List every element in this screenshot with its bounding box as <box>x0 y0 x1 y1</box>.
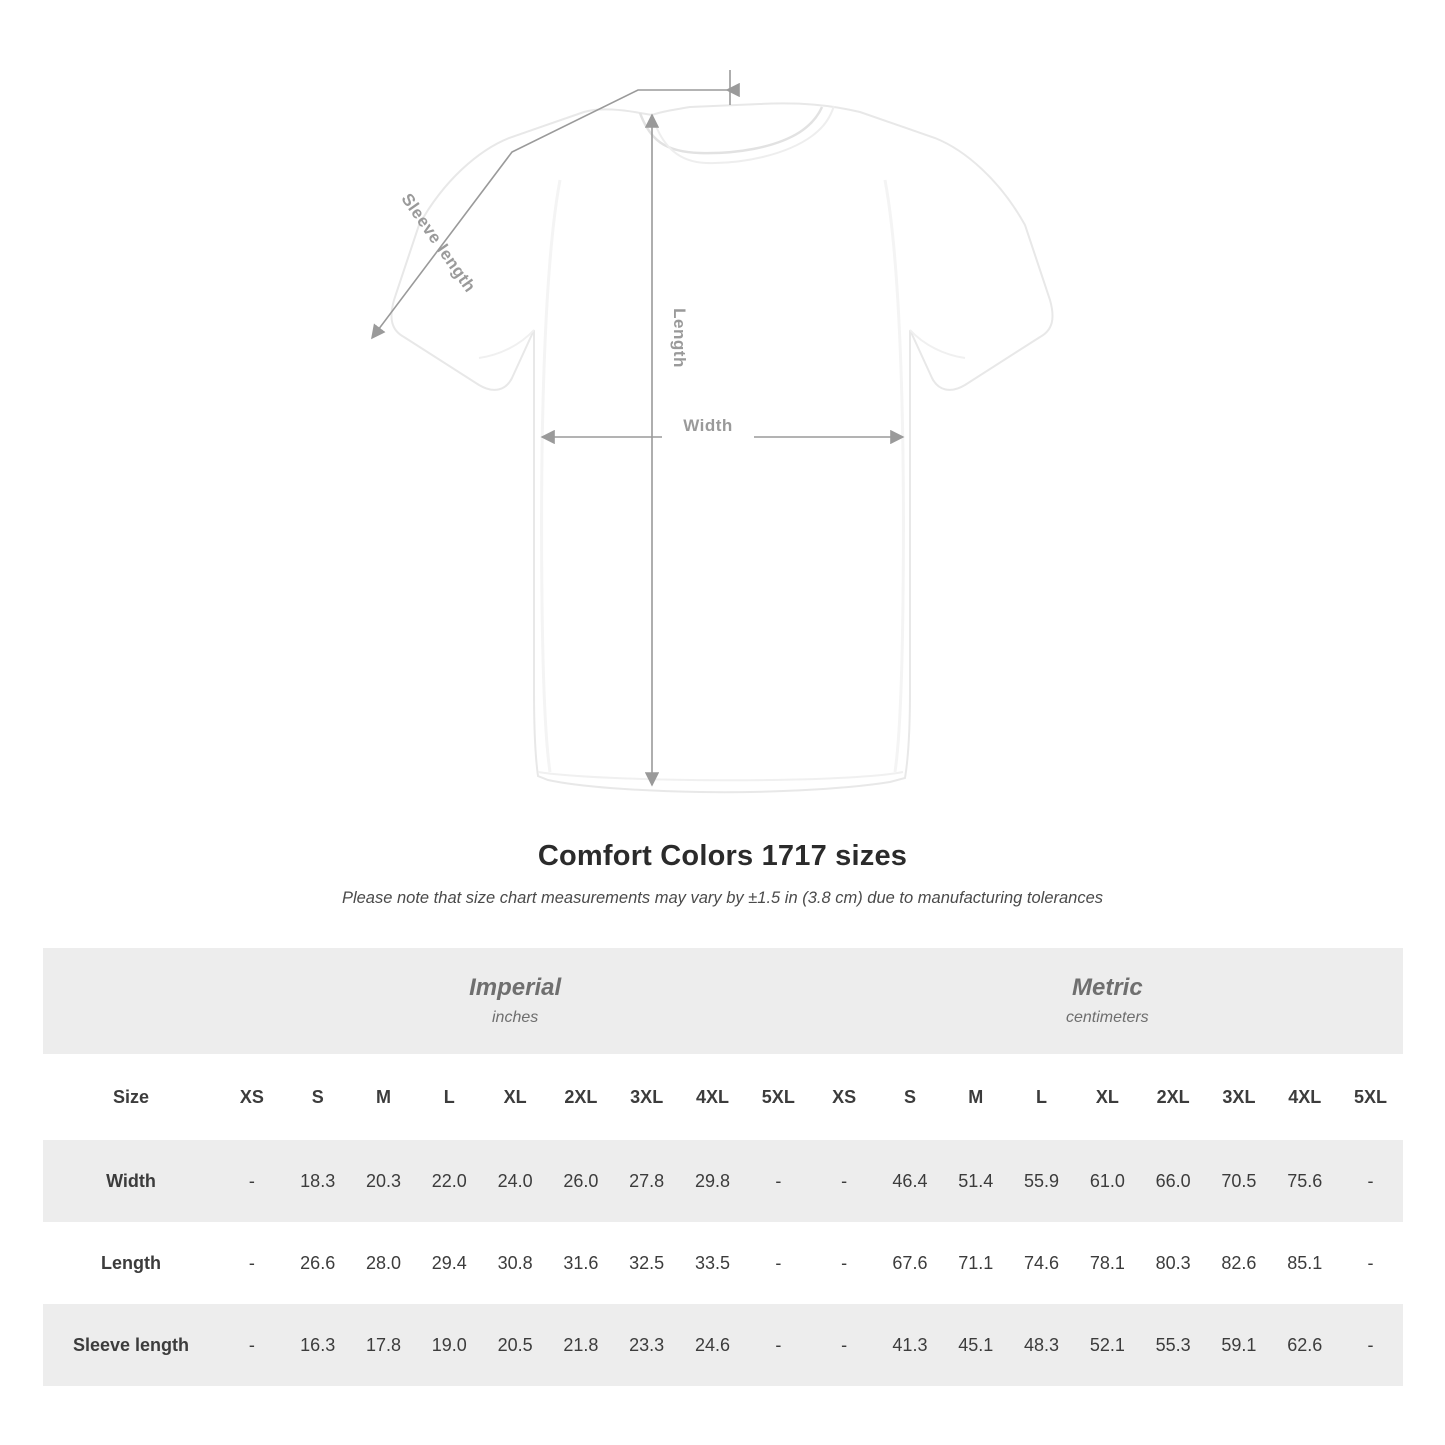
size-table-container <box>43 948 1403 1386</box>
cell-width-imperial-xl: 24.0 <box>482 1140 548 1222</box>
cell-length-metric-s: 67.6 <box>877 1222 943 1304</box>
unit-header-metric <box>811 948 1403 1054</box>
cell-width-metric-m: 51.4 <box>943 1140 1009 1222</box>
cell-width-imperial-s: 18.3 <box>285 1140 351 1222</box>
cell-width-imperial-m: 20.3 <box>351 1140 417 1222</box>
cell-sleeve-metric-4xl: 62.6 <box>1272 1304 1338 1386</box>
cell-sleeve-imperial-5xl: - <box>745 1304 811 1386</box>
table-row <box>43 1222 1403 1304</box>
size-header-metric-2xl: 2XL <box>1140 1054 1206 1140</box>
unit-header-spacer <box>43 948 219 1054</box>
cell-sleeve-metric-l: 48.3 <box>1009 1304 1075 1386</box>
size-header-label: Size <box>43 1054 219 1140</box>
size-header-metric-xs: XS <box>811 1054 877 1140</box>
cell-sleeve-imperial-s: 16.3 <box>285 1304 351 1386</box>
cell-sleeve-imperial-xl: 20.5 <box>482 1304 548 1386</box>
size-header-imperial-xl: XL <box>482 1054 548 1140</box>
unit-sub-metric: centimeters <box>1065 1009 1149 1027</box>
page-title: Comfort Colors 1717 sizes <box>537 840 908 872</box>
row-label-width: Width <box>43 1140 219 1222</box>
cell-sleeve-metric-3xl: 59.1 <box>1206 1304 1272 1386</box>
cell-sleeve-metric-5xl: - <box>1338 1304 1404 1386</box>
cell-sleeve-imperial-4xl: 24.6 <box>680 1304 746 1386</box>
cell-length-metric-l: 74.6 <box>1009 1222 1075 1304</box>
size-header-imperial-3xl: 3XL <box>614 1054 680 1140</box>
cell-length-metric-m: 71.1 <box>943 1222 1009 1304</box>
sleeve-length-label: Sleeve length <box>397 189 480 296</box>
size-header-imperial-s: S <box>285 1054 351 1140</box>
cell-width-metric-4xl: 75.6 <box>1272 1140 1338 1222</box>
cell-length-metric-4xl: 85.1 <box>1272 1222 1338 1304</box>
width-label: Width <box>683 416 733 435</box>
cell-width-metric-xs: - <box>811 1140 877 1222</box>
unit-header-row <box>43 948 1403 1054</box>
size-header-metric-s: S <box>877 1054 943 1140</box>
cell-width-metric-5xl: - <box>1338 1140 1404 1222</box>
cell-width-imperial-xs: - <box>219 1140 285 1222</box>
tolerance-note: Please note that size chart measurements may vary by ±1.5 in (3.8 cm) due to manufacturing tolerances <box>341 889 1104 907</box>
cell-width-imperial-3xl: 27.8 <box>614 1140 680 1222</box>
size-header-metric-m: M <box>943 1054 1009 1140</box>
title-block <box>0 840 1445 908</box>
length-label: Length <box>670 308 689 368</box>
cell-sleeve-metric-2xl: 55.3 <box>1140 1304 1206 1386</box>
cell-width-imperial-2xl: 26.0 <box>548 1140 614 1222</box>
cell-length-imperial-xl: 30.8 <box>482 1222 548 1304</box>
cell-length-imperial-m: 28.0 <box>351 1222 417 1304</box>
cell-sleeve-metric-m: 45.1 <box>943 1304 1009 1386</box>
size-header-metric-3xl: 3XL <box>1206 1054 1272 1140</box>
cell-width-metric-3xl: 70.5 <box>1206 1140 1272 1222</box>
size-header-row <box>43 1054 1403 1140</box>
unit-name-metric: Metric <box>1072 973 1143 1001</box>
cell-width-metric-l: 55.9 <box>1009 1140 1075 1222</box>
cell-length-imperial-s: 26.6 <box>285 1222 351 1304</box>
size-header-metric-4xl: 4XL <box>1272 1054 1338 1140</box>
cell-width-metric-xl: 61.0 <box>1074 1140 1140 1222</box>
size-table <box>43 948 1403 1386</box>
cell-width-metric-s: 46.4 <box>877 1140 943 1222</box>
row-label-length: Length <box>43 1222 219 1304</box>
cell-sleeve-metric-xs: - <box>811 1304 877 1386</box>
size-header-imperial-xs: XS <box>219 1054 285 1140</box>
size-header-imperial-5xl: 5XL <box>745 1054 811 1140</box>
cell-width-imperial-l: 22.0 <box>416 1140 482 1222</box>
unit-header-imperial <box>219 948 811 1054</box>
size-header-imperial-l: L <box>416 1054 482 1140</box>
cell-sleeve-metric-xl: 52.1 <box>1074 1304 1140 1386</box>
size-header-metric-xl: XL <box>1074 1054 1140 1140</box>
cell-sleeve-imperial-xs: - <box>219 1304 285 1386</box>
size-header-imperial-4xl: 4XL <box>680 1054 746 1140</box>
size-header-imperial-m: M <box>351 1054 417 1140</box>
row-label-sleeve-length: Sleeve length <box>43 1304 219 1386</box>
cell-sleeve-imperial-2xl: 21.8 <box>548 1304 614 1386</box>
size-header-imperial-2xl: 2XL <box>548 1054 614 1140</box>
cell-sleeve-metric-s: 41.3 <box>877 1304 943 1386</box>
table-row <box>43 1304 1403 1386</box>
unit-sub-imperial: inches <box>492 1009 539 1027</box>
cell-length-metric-5xl: - <box>1338 1222 1404 1304</box>
cell-sleeve-imperial-3xl: 23.3 <box>614 1304 680 1386</box>
cell-length-imperial-xs: - <box>219 1222 285 1304</box>
cell-width-imperial-4xl: 29.8 <box>680 1140 746 1222</box>
size-header-metric-l: L <box>1009 1054 1075 1140</box>
unit-name-imperial: Imperial <box>469 973 562 1001</box>
cell-sleeve-imperial-m: 17.8 <box>351 1304 417 1386</box>
cell-length-imperial-3xl: 32.5 <box>614 1222 680 1304</box>
table-row <box>43 1140 1403 1222</box>
tshirt-shape <box>391 103 1052 792</box>
cell-length-metric-xs: - <box>811 1222 877 1304</box>
cell-length-metric-2xl: 80.3 <box>1140 1222 1206 1304</box>
cell-length-imperial-l: 29.4 <box>416 1222 482 1304</box>
cell-length-metric-xl: 78.1 <box>1074 1222 1140 1304</box>
cell-length-imperial-2xl: 31.6 <box>548 1222 614 1304</box>
cell-width-imperial-5xl: - <box>745 1140 811 1222</box>
cell-length-metric-3xl: 82.6 <box>1206 1222 1272 1304</box>
size-header-metric-5xl: 5XL <box>1338 1054 1404 1140</box>
cell-sleeve-imperial-l: 19.0 <box>416 1304 482 1386</box>
cell-length-imperial-4xl: 33.5 <box>680 1222 746 1304</box>
cell-length-imperial-5xl: - <box>745 1222 811 1304</box>
cell-width-metric-2xl: 66.0 <box>1140 1140 1206 1222</box>
